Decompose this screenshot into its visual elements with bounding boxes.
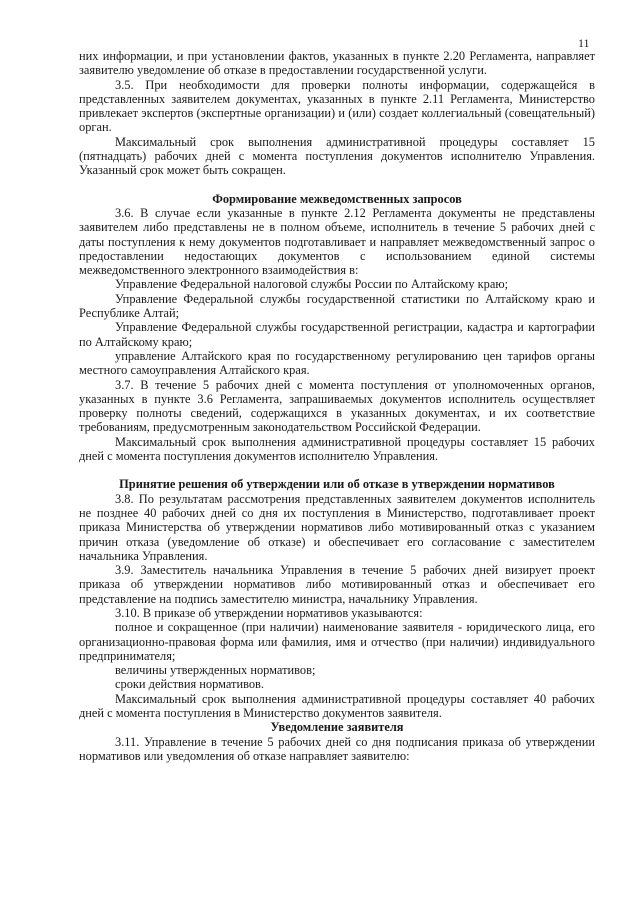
paragraph: 3.5. При необходимости для проверки полноты информации, содержащейся в представленных заявителем документах, указанных в пункте 2.11 Регламента, Министерство привлекает экспертов (экспертные организации) и (или) создает коллегиальный (совещательный) орган. xyxy=(79,77,595,135)
paragraph: Максимальный срок выполнения административной процедуры составляет 15 рабочих дней с момента поступления документов исполнителю Управления. xyxy=(79,434,595,464)
section-spacer xyxy=(79,178,595,192)
section-heading: Формирование межведомственных запросов xyxy=(212,191,462,206)
page-number: 11 xyxy=(578,36,590,50)
section-heading: Принятие решения об утверждении или об отказе в утверждении нормативов xyxy=(119,477,555,492)
section-heading: Уведомление заявителя xyxy=(270,720,404,735)
paragraph: Максимальный срок выполнения административной процедуры составляет 40 рабочих дней с момента поступления в Министерство документов заявителя. xyxy=(79,691,595,721)
paragraph: сроки действия нормативов. xyxy=(115,677,264,692)
paragraph: управление Алтайского края по государственному регулированию цен тарифов органы местного самоуправления Алтайского края. xyxy=(79,348,595,378)
section-spacer xyxy=(79,463,595,477)
paragraph: 3.10. В приказе об утверждении нормативов указываются: xyxy=(115,605,423,620)
paragraph: 3.7. В течение 5 рабочих дней с момента поступления от уполномоченных органов, указанных в пункте 3.6 Регламента, запрашиваемых документов исполнитель осуществляет проверку полноты сведений, содержащихся в указанных документах, и их соответствие требованиям, предусмотренным законодательством Российской Федерации. xyxy=(79,377,595,435)
paragraph: Управление Федеральной службы государственной регистрации, кадастра и картографии по Алтайскому краю; xyxy=(79,320,595,349)
paragraph: Управление Федеральной налоговой службы России по Алтайскому краю; xyxy=(115,277,509,292)
paragraph: Управление Федеральной службы государственной статистики по Алтайскому краю и Республике Алтай; xyxy=(79,291,595,321)
paragraph: них информации, и при установлении фактов, указанных в пункте 2.20 Регламента, направляет заявителю уведомление об отказе в предоставлении государственной услуги. xyxy=(79,49,595,78)
paragraph: 3.8. По результатам рассмотрения представленных заявителем документов исполнитель не позднее 40 рабочих дней со дня их поступления в Министерство, подготавливает проект приказа Министерства об утверждении нормативов либо мотивированный отказ с указанием причин отказа (уведомление об отказе) и обеспечивает его согласование с заместителем начальника Управления. xyxy=(79,491,595,563)
paragraph: Максимальный срок выполнения административной процедуры составляет 15 (пятнадцать) рабочих дней с момента поступления документов исполнителю Управления. Указанный срок может быть сокращен. xyxy=(79,134,595,178)
paragraph: 3.9. Заместитель начальника Управления в течение 5 рабочих дней визирует проект приказа об утверждении нормативов либо мотивированный отказ и обеспечивает его представление на подпись заместителю министра, начальнику Управления. xyxy=(79,563,595,606)
paragraph: 3.6. В случае если указанные в пункте 2.12 Регламента документы не представлены заявителем либо представлены не в полном объеме, исполнитель в течение 5 рабочих дней с даты поступления к нему документов подготавливает и направляет межведомственный запрос о предоставлении недостающих документов с использованием единой системы межведомственного электронного взаимодействия в: xyxy=(79,205,595,278)
document-body xyxy=(79,49,595,763)
paragraph: 3.11. Управление в течение 5 рабочих дней со дня подписания приказа об утверждении нормативов или уведомления об отказе направляет заявителю: xyxy=(79,734,595,763)
paragraph: полное и сокращенное (при наличии) наименование заявителя - юридического лица, его организационно-правовая форма или фамилия, имя и отчество (при наличии) индивидуального предпринимателя; xyxy=(79,620,595,663)
paragraph: величины утвержденных нормативов; xyxy=(115,663,316,678)
